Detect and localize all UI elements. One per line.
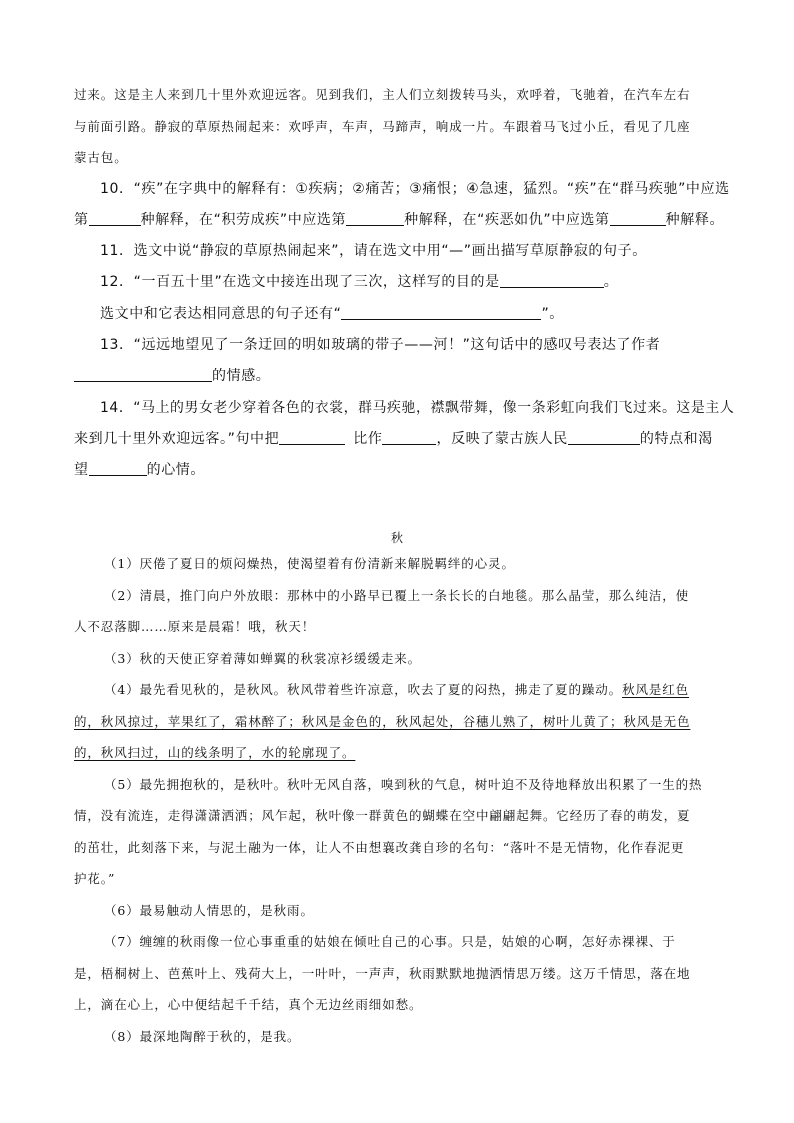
passage2-para-4-line-1 — [104, 681, 689, 699]
passage2-para-5-line-2: 情，没有流连，走得潇潇洒洒；风乍起，秋叶像一群黄色的蝴蝶在空中翩翩起舞。它经历了春的萌发，夏 — [74, 808, 691, 823]
question-10-line-2 — [74, 211, 724, 229]
q12-blank-2[interactable] — [341, 305, 541, 320]
passage2-para-4-line-2: 的，秋风掠过，苹果红了，霜林醉了；秋风是金色的，秋风起处，谷穗儿熟了，树叶儿黄了；秋风是无色 — [74, 714, 691, 729]
passage2-para-8: （8）最深地陶醉于秋的，是我。 — [104, 1029, 301, 1044]
passage1-line-3: 蒙古包。 — [74, 150, 128, 165]
q12-text-c: 选文中和它表达相同意思的句子还有“ — [100, 306, 342, 322]
q10-blank-2[interactable] — [346, 211, 404, 226]
q14-text-c: ，反映了蒙古族人民 — [436, 431, 568, 447]
passage2-para-3: （3）秋的天使正穿着薄如蝉翼的秋裳凉衫缓缓走来。 — [104, 651, 422, 666]
q14-text-b: 比作 — [353, 431, 383, 447]
q14-blank-3[interactable] — [568, 430, 640, 445]
passage2-para-7-line-1: （7）缠缠的秋雨像一位心事重重的姑娘在倾吐自己的心事。只是，姑娘的心啊，怎好赤裸裸、于 — [104, 934, 676, 949]
q14-text-a: 来到几十里外欢迎远客。”句中把 — [74, 431, 280, 447]
passage2-para-4-line-3: 的，秋风扫过，山的线条明了，水的轮廓现了。 — [74, 745, 356, 760]
q14-blank-4[interactable] — [89, 461, 147, 476]
passage2-para-2-line-1: （2）清晨，推门向户外放眼：那林中的小路早已覆上一条长长的白地毯。那么晶莹，那么纯洁，使 — [104, 588, 690, 603]
q14-text-e: 望 — [74, 462, 89, 478]
q10-text-b: 种解释，在“积劳成疾”中应选第 — [140, 212, 347, 228]
q10-blank-3[interactable] — [610, 211, 666, 226]
p4-text-underlined-start: 秋风是红色 — [622, 682, 690, 697]
passage2-para-5-line-3: 的茁壮，此刻落下来，与泥土融为一体，让人不由想襄改龚自珍的名句：“落叶不是无情物，化作春泥更 — [74, 840, 685, 855]
passage2-para-7-line-3: 上，滴在心上，心中便结起千千结，真个无边丝雨细如愁。 — [74, 997, 423, 1012]
q10-blank-1[interactable] — [89, 211, 141, 226]
passage2-para-5-line-1: （5）最先拥抱秋的，是秋叶。秋叶无风自落，嗅到秋的气息，树叶迫不及待地释放出积累了一生的热 — [104, 777, 703, 792]
question-14-line-1: 14．“马上的男女老少穿着各色的衣裳，群马疾驰，襟飘带舞，像一条彩虹向我们飞过来。这是主人 — [100, 400, 735, 416]
q12-text-d: ”。 — [541, 306, 564, 322]
question-11: 11．选文中说“静寂的草原热闹起来”，请在选文中用“—”画出描写草原静寂的句子。 — [100, 243, 647, 259]
p4-text-plain: （4）最先看见秋的，是秋风。秋风带着些许凉意，吹去了夏的闷热，拂走了夏的躁动。 — [104, 682, 623, 697]
q12-text-a: 12．“一百五十里”在选文中接连出现了三次，这样写的目的是 — [100, 274, 500, 290]
q10-text-d: 种解释。 — [665, 212, 725, 228]
question-13-line-1: 13．“远远地望见了一条迂回的明如玻璃的带子——河！”这句话中的感叹号表达了作者 — [100, 337, 661, 353]
q10-text-c: 种解释，在“疾恶如仇”中应选第 — [404, 212, 610, 228]
q14-blank-1[interactable] — [279, 430, 345, 445]
passage2-para-2-line-2: 人不忍落脚……原来是晨霜！哦，秋天！ — [74, 619, 316, 634]
question-14-line-2 — [74, 430, 713, 448]
passage2-para-1: （1）厌倦了夏日的烦闷燥热，使渴望着有份清新来解脱羁绊的心灵。 — [104, 556, 515, 571]
question-13-line-2 — [74, 367, 270, 385]
q13-blank[interactable] — [74, 367, 212, 382]
q12-text-b: 。 — [603, 274, 619, 290]
q12-blank-1[interactable] — [500, 273, 604, 288]
passage1-line-2: 与前面引路。静寂的草原热闹起来：欢呼声，车声，马蹄声，响成一片。车跟着马飞过小丘，看见了几座 — [74, 119, 691, 134]
question-12-line-1 — [100, 273, 618, 291]
passage2-para-7-line-2: 是，梧桐树上、芭蕉叶上、残荷大上，一叶叶，一声声，秋雨默默地抛洒情思万缕。这万千情思，落在地 — [74, 966, 691, 981]
q14-blank-2[interactable] — [382, 430, 436, 445]
passage2-para-6: （6）最易触动人情思的，是秋雨。 — [104, 903, 314, 918]
passage1-line-1: 过来。这是主人来到几十里外欢迎远客。见到我们，主人们立刻拨转马头，欢呼着，飞驰着，在汽车左右 — [74, 87, 691, 102]
q14-text-d: 的特点和渴 — [639, 431, 713, 447]
question-12-line-2 — [100, 305, 564, 323]
passage2-title: 秋 — [390, 531, 403, 545]
q10-text-a: 第 — [74, 212, 89, 228]
q14-text-f: 的心情。 — [146, 462, 206, 478]
q13-text-b: 的情感。 — [212, 368, 271, 384]
question-14-line-3 — [74, 461, 205, 479]
passage2-para-5-line-4: 护花。” — [74, 871, 116, 886]
question-10-line-1: 10．“疾”在字典中的解释有：①疾病；②痛苦；③痛恨；④急速，猛烈。“疾”在“群马疾驰”中应选 — [100, 181, 730, 197]
